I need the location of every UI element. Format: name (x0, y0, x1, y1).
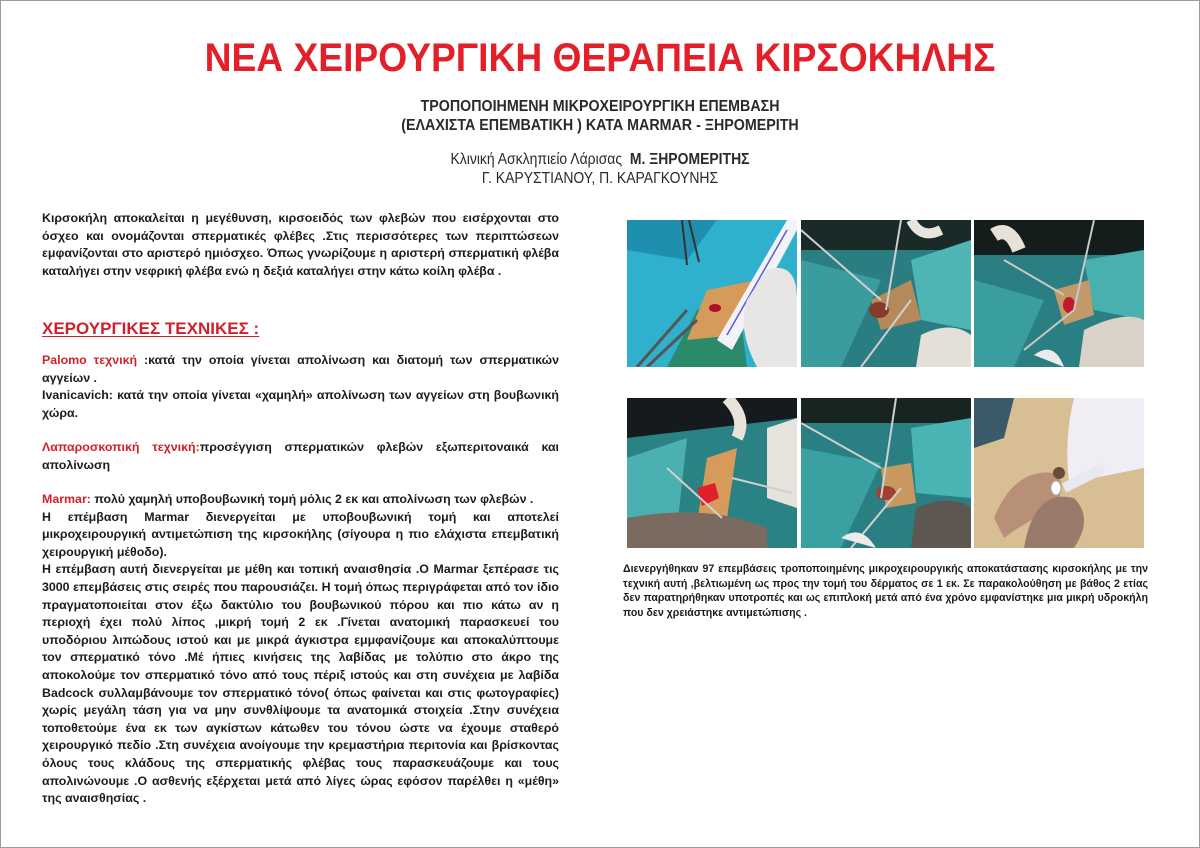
marmar-section (42, 491, 559, 808)
ivanicavich-paragraph: Ivanicavich: κατά την οποία γίνεται «χαμηλή» απολίνωση των αγγείων στη βουβωνική χώρα. (42, 388, 559, 420)
intro-paragraph: Κιρσοκήλη αποκαλείται η μεγέθυνση, κιρσοειδός των φλεβών που εισέρχονται στο όσχεο και ονομάζονται σπερματικές φλέβες .Στις περισσότερες των περιπτώσεων εμφανίζονται στο αριστερό ημιόσχεο. Όπως γνωρίζουμε η αριστερή σπερματική φλέβα καταλήγει στην νεφρική φλέβα ενώ η δεξιά καταλήγει στην κάτω κοίλη φλέβα . (42, 211, 559, 278)
surgery-photo-4 (627, 398, 797, 548)
marmar-paragraph-3: Η επέμβαση αυτή διενεργείται με μέθη και τοπική αναισθησία .Ο Marmar ξεπέρασε τις 3000 επεμβάσεις στις σειρές που παρουσιάζει. Η τομή όπως περιγράφεται από τον ίδιο πραγματοποιείται στον έξω δακτύλιο του βουβωνικού πόρου και πιο κάτω αν η περιοχή έχει πολύ λίπος ,μικρή τομή 2 εκ .Γίνεται ανατομική παρασκευεί του υποδόριου λιπώδους ιστού και με μικρά άγκιστρα εμμφανίζουμε και αποκαλύπτουμε τον σπερματικό τόνο .Μέ ήπιες κινήσεις της λαβίδας με τολύπιο στο άκρο της αποκολούμε τον σπερματικό τόνο από τους πέριξ ιστούς και στη συνέχεια με λαβίδα Badcock συλλαμβάνουμε τον σπερματικό τόνο( όπως φαίνεται και στις φωτογραφίες) χωρίς μεγάλη τάση για να μην συνθλίψουμε τα ανατομικά στοιχεία .Στην συνέχεια τοποθετούμε ένα εκ των αγκίστων κάτωθεν του τόνου ώστε να έχουμε σταθερό χειρουργικό πεδίο .Στη συνέχεια ανοίγουμε την κρεμαστήρια περιτονία και βρίσκοντας όλους τους κλάδους της σπερματικής φλέβας τους παρασκευάζουμε και τους απολινώνουμε .Ο ασθενής εξέρχεται μετά από λίγες ώρας εφόσον παρέλθει η «μέθη» της αναισθησίας . (42, 562, 559, 806)
surgery-photo-1 (627, 220, 797, 367)
subtitle-line-2: (ΕΛΑΧΙΣΤΑ ΕΠΕΜΒΑΤΙΚΗ ) ΚΑΤΑ MARMAR - ΞΗΡΟΜΕΡΙΤΗ (401, 117, 799, 134)
laparoscopic-section (42, 439, 559, 474)
poster-title: ΝΕΑ ΧΕΙΡΟΥΡΓΙΚΗ ΘΕΡΑΠΕΙΑ ΚΙΡΣΟΚΗΛΗΣ (204, 36, 996, 80)
surgery-photo-6 (974, 398, 1144, 548)
marmar-intro (42, 491, 559, 509)
photo-cord-exposure (801, 220, 971, 367)
palomo-section (42, 352, 559, 422)
surgery-photo-5 (801, 398, 971, 548)
affiliation-line (60, 151, 1140, 169)
techniques-heading: ΧΕΡΟΥΡΓΙΚΕΣ ΤΕΧΝΙΚΕΣ : (42, 319, 260, 338)
palomo-text: :κατά την οποία γίνεται απολίνωση και διατομή των σπερματικών αγγείων . (42, 353, 559, 385)
photo-cord-retraction (801, 398, 971, 548)
results-caption: Διενεργήθηκαν 97 επεμβάσεις τροποποιημένης μικροχειρουργικής αποκατάστασης κιρσοκήλης με την τεχνική αυτή ,βελτιωμένη ως προς την τομή του δέρματος σε 1 εκ. Σε παρακολούθηση με βάθος 2 ετίας δεν παρατηρήθηκαν υποτροπές και ως επιπλοκή μετά από ένα χρόνο εμφανίστηκε μια μικρή υδροκήλη που δεν χρειάστηκε αντιμετώπισης . (623, 563, 1148, 619)
photo-closed-incision (974, 398, 1144, 548)
marmar-paragraph-2: Η επέμβαση Marmar διενεργείται με υποβουβωνική τομή και αποτελεί μικροχειρουργική αντιμετώπιση της κιρσοκήλης (σίγουρα η πιο ελάχιστα επεμβατική χειρουργική μέθοδο). (42, 509, 559, 559)
clinic-name: Κλινική Ασκληπιείο Λάρισας (450, 151, 623, 168)
marmar-label: Marmar: (42, 492, 95, 506)
lead-author: Μ. ΞΗΡΟΜΕΡΙΤΗΣ (629, 151, 750, 168)
palomo-paragraph (42, 352, 559, 387)
marmar-text: πολύ χαμηλή υποβουβωνική τομή μόλις 2 εκ και απολίνωση των φλεβών . (94, 492, 534, 506)
photo-vein-isolation (974, 220, 1144, 367)
photo-vein-ligation (627, 398, 797, 548)
surgery-photo-2 (801, 220, 971, 367)
laparoscopic-text: προσέγγιση σπερματικών φλεβών εξωπεριτοναικά και απολίνωση (42, 440, 560, 472)
coauthors: Γ. ΚΑΡΥΣΤΙΑΝΟΥ, Π. ΚΑΡΑΓΚΟΥΝΗΣ (481, 170, 719, 187)
palomo-label: Palomo τεχνική (42, 353, 144, 367)
laparoscopic-paragraph (42, 439, 559, 474)
photo-incision-ruler (627, 220, 797, 367)
surgery-photo-3 (974, 220, 1144, 367)
laparoscopic-label: Λαπαροσκοπική τεχνική: (42, 440, 200, 454)
subtitle-line-1: ΤΡΟΠΟΠΟΙΗΜΕΝΗ ΜΙΚΡΟΧΕΙΡΟΥΡΓΙΚΗ ΕΠΕΜΒΑΣΗ (420, 98, 780, 115)
